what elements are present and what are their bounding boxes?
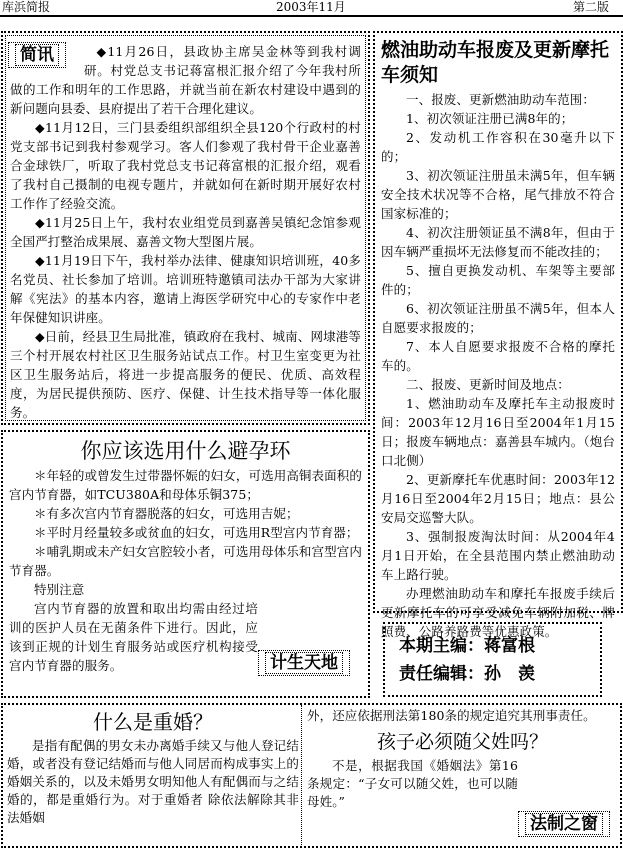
news-item-2: ◆11月12日，三门县委组织部组织全县120个行政村的村党支部书记到我村参观学习。客人们参观了我村骨干企业嘉善合金球铁厂，听取了我村党总支书记蒋富根的汇报介绍，观看了我村自己摄制的电视专题片，并就如何在新时期开展好农村工作作了经验交流。: [10, 120, 361, 211]
bigamy-column: [7, 707, 299, 845]
news-item-5: ◆日前，经县卫生局批准，镇政府在我村、城南、网埭港等三个村开展农村社区卫生服务站试点工作。村卫生室变更为社区卫生服务站后，将进一步提高服务的便民、优质、高效程度，为居民提供预防、医疗、保健、计生技术指导等一体化服务。: [10, 329, 361, 420]
bigamy-continuation: 外，还应依据刑法第180条的规定追究其刑事责任。: [307, 708, 596, 723]
bigamy-text: 是指有配偶的男女未办离婚手续又与他人登记结婚，或者没有登记结婚而与他人同居而构成事实上的婚姻关系的，以及未婚男女明知他人有配偶而与之结婚的，都是重婚行为。对于重婚者 除依法解除其非法婚姻: [7, 738, 299, 825]
editor-responsible-label: 责任编辑：: [399, 664, 484, 684]
news-item-3: ◆11月25日上午，我村农业组党员到嘉善吴镇纪念馆参观全国严打整治成果展、嘉善文物大型图片展。: [10, 215, 361, 249]
fuel-item-4: 4、初次注册领证虽不满8年，但由于因车辆严重损坏无法修复而不能改挂的；: [381, 225, 615, 259]
fuel-box: [373, 31, 623, 639]
fuel-item-9: 1、燃油助动车及摩托车主动报废时间：2003年12月16日至2004年1月15日；报废车辆地点：嘉善县车城内。（炮台口北侧）: [381, 396, 615, 468]
fuel-item-7: 7、本人自愿要求报废不合格的摩托车的。: [381, 339, 615, 373]
fuel-title: 燃油助动车报废及更新摩托车须知: [381, 39, 610, 86]
editor-chief-name: 蒋富根: [484, 636, 535, 656]
editor-chief-line: [399, 632, 600, 660]
contraception-tag: [258, 650, 350, 676]
contraception-tag-space: [258, 611, 362, 643]
fuel-item-10: 2、更新摩托车优惠时间：2003年12月16日至2004年2月15日；地点：县公安局交巡警大队。: [381, 472, 615, 525]
fuel-item-8: 二、报废、更新时间及地点：: [406, 377, 570, 392]
editors-box: [383, 622, 602, 697]
fuel-item-3: 3、初次领证注册虽未满5年，但车辆安全技术状况等不合格，尾气排放不符合国家标准的；: [381, 168, 615, 221]
contraception-item-1: ＊有多次宫内节育器脱落的妇女，可选用吉妮；: [34, 506, 299, 521]
contraception-item-5: 宫内节育器的放置和取出均需由经过培训的医护人员在无菌条件下进行。因此，应该到正规的计划生育服务站或医疗机构接受宫内节育器的服务。: [9, 601, 258, 673]
contraception-item-2: ＊平时月经量较多或贫血的妇女，可选用R型宫内节育器；: [34, 525, 359, 540]
editor-chief-label: 本期主编：: [399, 636, 484, 656]
page-number: 第二版: [573, 0, 610, 14]
fuel-item-0: 一、报废、更新燃油助动车范围：: [406, 92, 596, 107]
fuel-item-5: 5、擅自更换发动机、车架等主要部件的；: [381, 263, 615, 297]
contraception-notice-heading: 特别注意: [34, 582, 85, 597]
law-tag-label: 法制之窗: [525, 813, 603, 835]
contraception-item-0: ＊年轻的或曾发生过带器怀娠的妇女，可选用高铜表面积的宫内节育器，如TCU380A和母体乐铜375；: [9, 468, 362, 502]
news-item-1: ◆11月26日，县政协主席吴金林等到我村调研。村党总支书记蒋富根汇报介绍了今年我村所做的工作和明年的工作思路，并就当前在新农村建设中遇到的新问题向县委、县府提出了若干合理化建议。: [10, 44, 361, 116]
contraception-tag-label: 计生天地: [265, 652, 343, 674]
fuel-item-11: 3、强制报废淘汰时间：从2004年4月1日开始，在全县范围内禁止燃油助动车上路行驶。: [381, 529, 615, 582]
paper-name: 库浜简报: [2, 0, 51, 14]
news-item-4: ◆11月19日下午，我村举办法律、健康知识培训班，40多名党员、社长参加了培训。培训班特邀镇司法办干部为大家讲解《宪法》的基本内容，邀请上海医学研究中心的专家作中老年保健知识讲座。: [10, 253, 361, 325]
law-tag-space: [518, 775, 618, 805]
editor-responsible-line: [399, 660, 600, 688]
contraception-title: 你应该选用什么避孕环: [80, 439, 291, 463]
surname-text: 不是，根据我国《婚姻法》第16条规定：“子女可以随父姓，也可以随母姓。”: [307, 758, 518, 809]
issue-date: 2003年11月: [276, 0, 346, 14]
contraception-item-3: ＊哺乳期或未产妇女宫腔较小者，可选用母体乐和宫型宫内节育器。: [9, 544, 362, 578]
law-tag: [518, 811, 610, 837]
news-tag: [8, 42, 66, 68]
fuel-item-12: 办理燃油助动车和摩托车报废手续后更新摩托车的可享受减免车辆附加税、牌照费、公路养路费等优惠政策。: [381, 586, 615, 639]
header-rule: [0, 15, 623, 17]
law-divider: [301, 705, 302, 845]
fuel-item-2: 2、发动机工作容积在30毫升以下的；: [381, 130, 615, 164]
news-box: [1, 31, 370, 425]
surname-title: 孩子必须随父姓吗？: [376, 731, 548, 753]
bigamy-title: 什么是重婚？: [93, 710, 213, 734]
editor-responsible-name: 孙 羡: [484, 664, 535, 684]
news-inner: [5, 35, 366, 421]
news-tag-label: 简讯: [15, 44, 59, 66]
fuel-item-1: 1、初次领证注册已满8年的；: [406, 111, 574, 126]
fuel-item-6: 6、初次领证注册虽不满5年，但本人自愿要求报废的；: [381, 301, 615, 335]
